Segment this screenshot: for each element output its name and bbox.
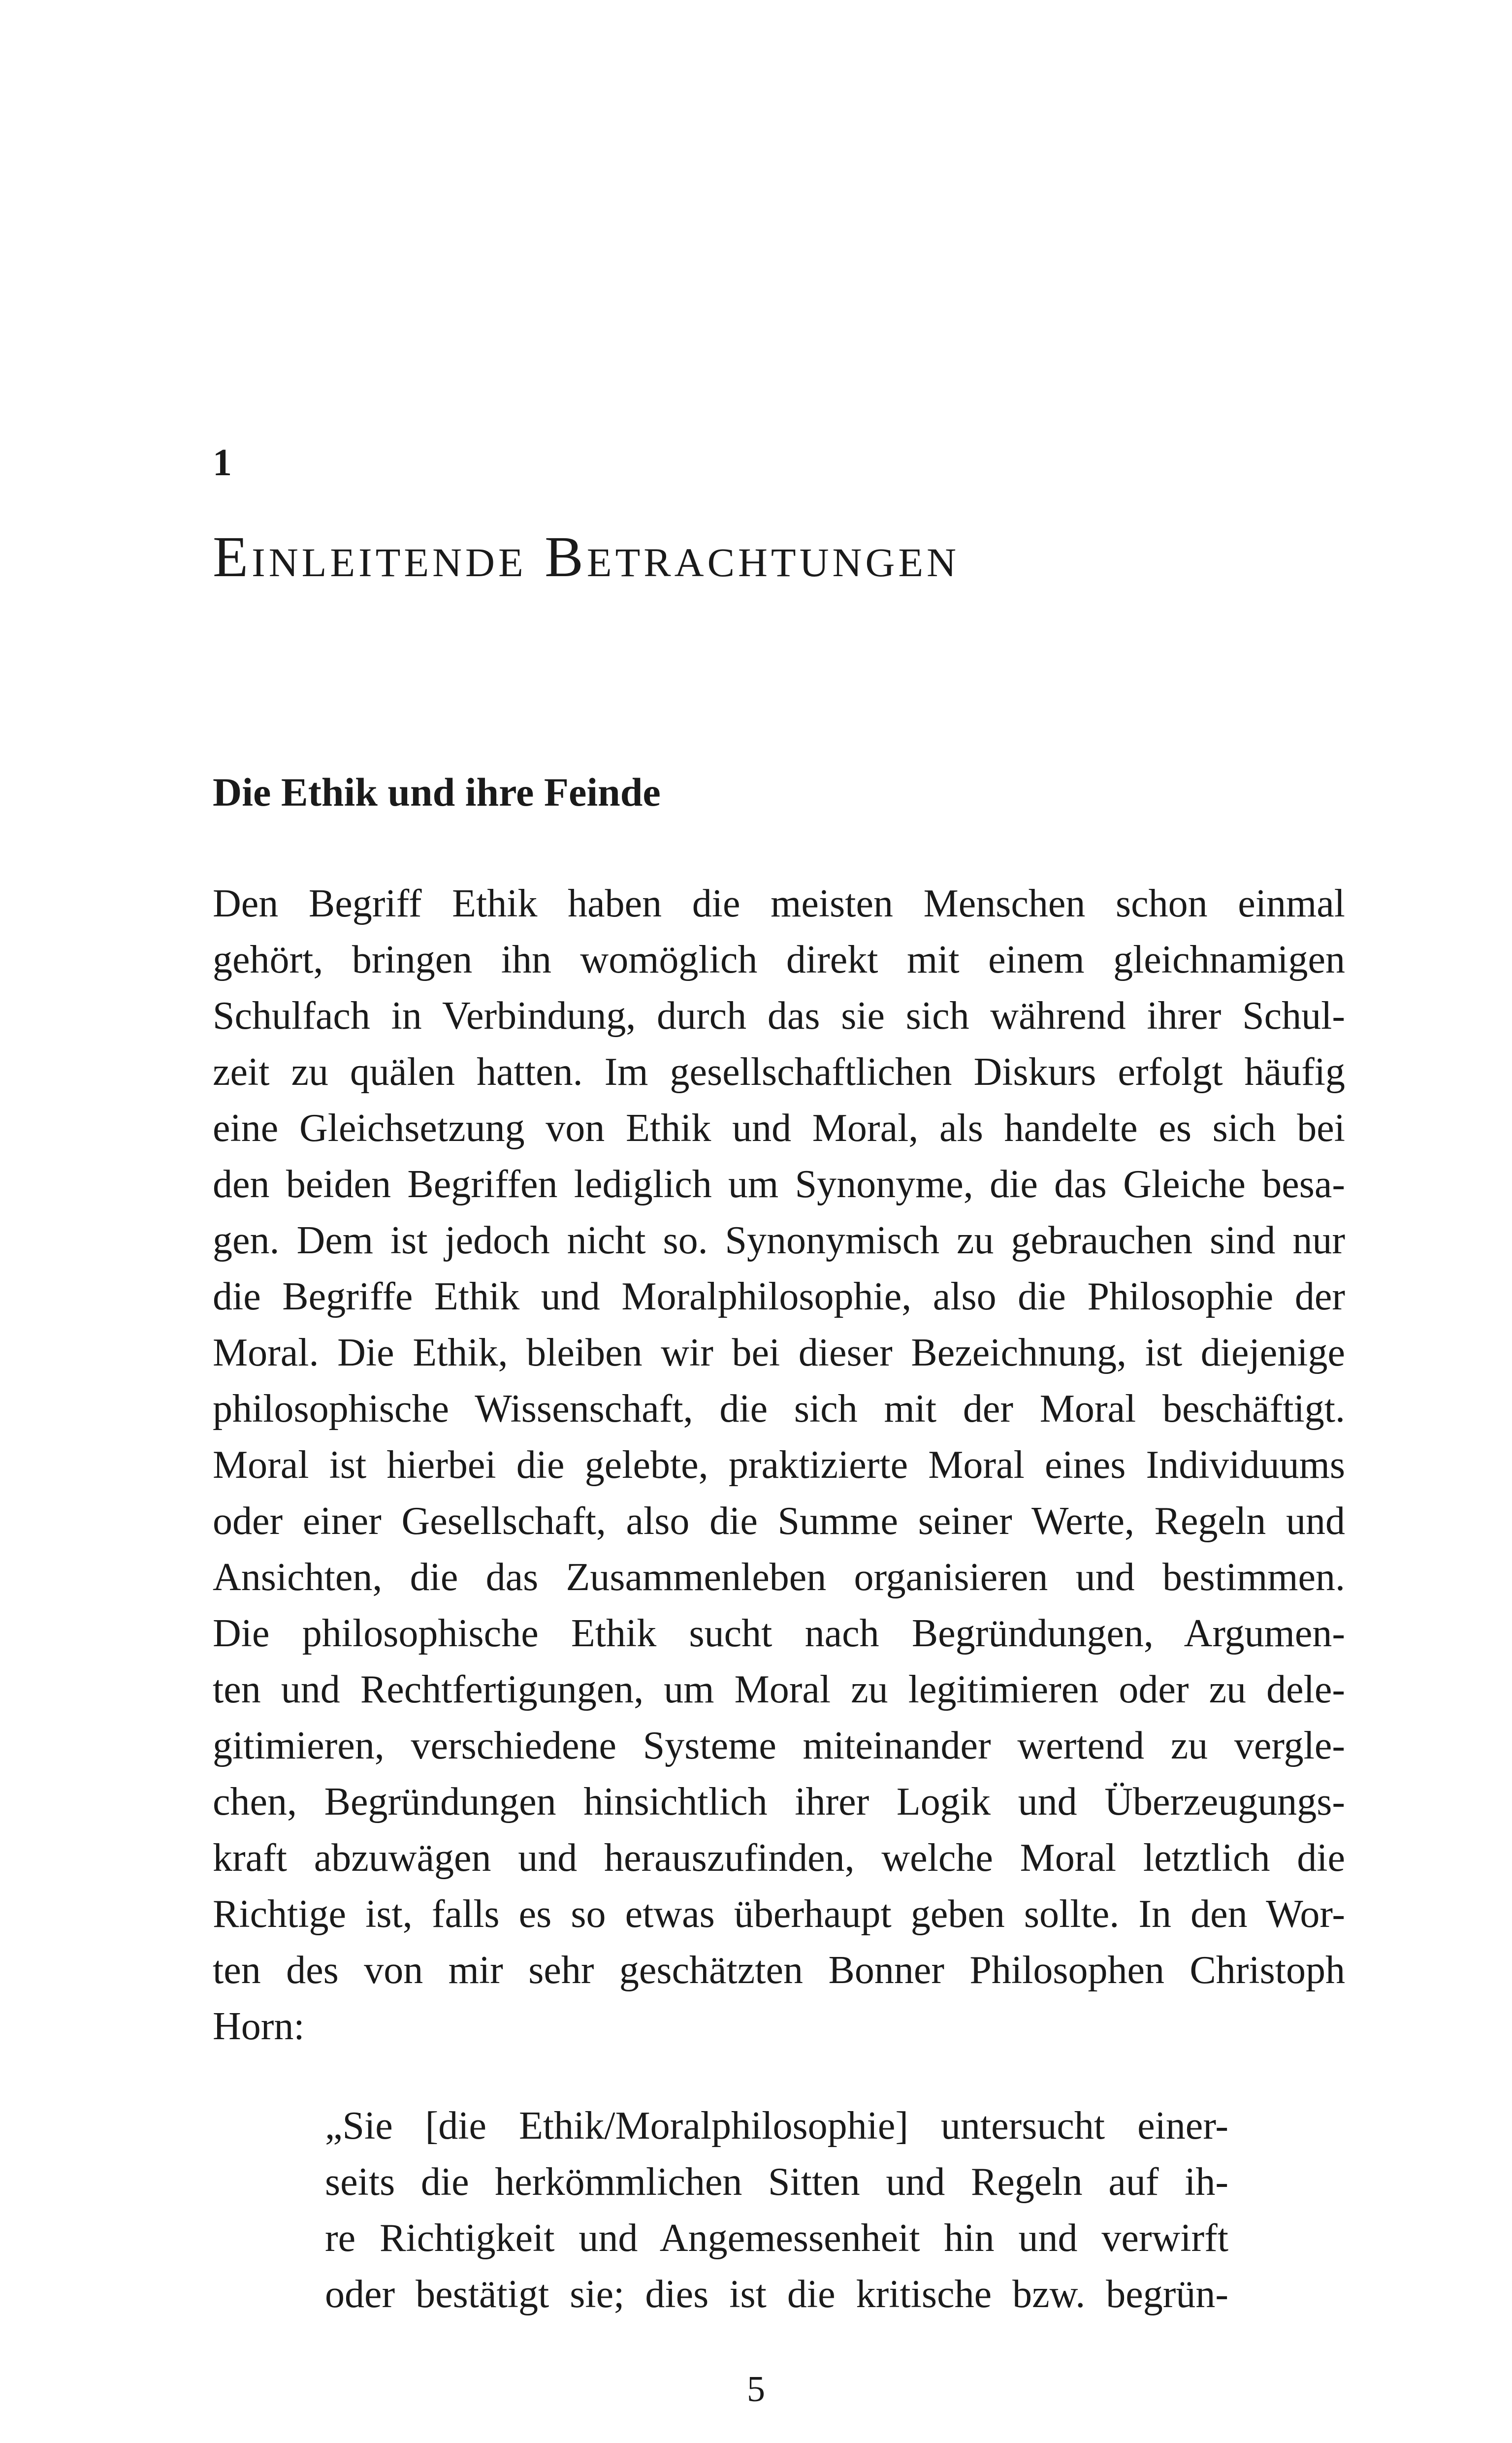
body-line: Horn: [213, 2005, 305, 2048]
page-number: 5 [747, 2369, 765, 2410]
body-line: ten des von mir sehr geschätzten Bonner Philosophen Christoph [213, 1949, 1345, 1992]
body-line: oder einer Gesellschaft, also die Summe seiner Werte, Regeln und [213, 1499, 1345, 1543]
body-line: Moral. Die Ethik, bleiben wir bei dieser Bezeichnung, ist diejenige [213, 1331, 1345, 1374]
body-line: philosophische Wissenschaft, die sich mit der Moral beschäftigt. [213, 1387, 1345, 1431]
section-heading: Die Ethik und ihre Feinde [213, 770, 661, 814]
chapter-number: 1 [213, 441, 232, 484]
body-line: ten und Rechtfertigungen, um Moral zu legitimieren oder zu dele- [213, 1668, 1345, 1711]
quote-line: „Sie [die Ethik/Moralphilosophie] untersucht einer- [325, 2104, 1228, 2148]
body-line: Schulfach in Verbindung, durch das sie sich während ihrer Schul- [213, 994, 1345, 1038]
block-quote [325, 2098, 1228, 2322]
chapter-title: Einleitende Betrachtungen [213, 524, 960, 589]
body-line: gitimieren, verschiedene Systeme miteinander wertend zu vergle- [213, 1724, 1345, 1767]
body-line: Moral ist hierbei die gelebte, praktizierte Moral eines Individuums [213, 1443, 1345, 1487]
body-line: chen, Begründungen hinsichtlich ihrer Logik und Überzeugungs- [213, 1780, 1345, 1824]
body-line: zeit zu quälen hatten. Im gesellschaftlichen Diskurs erfolgt häufig [213, 1050, 1345, 1094]
body-line: gen. Dem ist jedoch nicht so. Synonymisch zu gebrauchen sind nur [213, 1219, 1345, 1262]
body-line: eine Gleichsetzung von Ethik und Moral, als handelte es sich bei [213, 1107, 1345, 1150]
body-line: Richtige ist, falls es so etwas überhaupt geben sollte. In den Wor- [213, 1892, 1345, 1936]
quote-line: re Richtigkeit und Angemessenheit hin und verwirft [325, 2216, 1228, 2260]
body-line: Ansichten, die das Zusammenleben organisieren und bestimmen. [213, 1556, 1345, 1599]
body-line: die Begriffe Ethik und Moralphilosophie, also die Philosophie der [213, 1275, 1345, 1318]
body-line: Den Begriff Ethik haben die meisten Menschen schon einmal [213, 882, 1345, 925]
body-line: Die philosophische Ethik sucht nach Begründungen, Argumen- [213, 1612, 1345, 1655]
quote-line: oder bestätigt sie; dies ist die kritische bzw. begrün- [325, 2273, 1228, 2316]
body-line: gehört, bringen ihn womöglich direkt mit einem gleichnamigen [213, 938, 1345, 981]
body-line: kraft abzuwägen und herauszufinden, welche Moral letztlich die [213, 1836, 1345, 1880]
body-paragraph [213, 876, 1345, 2054]
quote-line: seits die herkömmlichen Sitten und Regeln auf ih- [325, 2160, 1228, 2204]
body-line: den beiden Begriffen lediglich um Synonyme, die das Gleiche besa- [213, 1163, 1345, 1206]
